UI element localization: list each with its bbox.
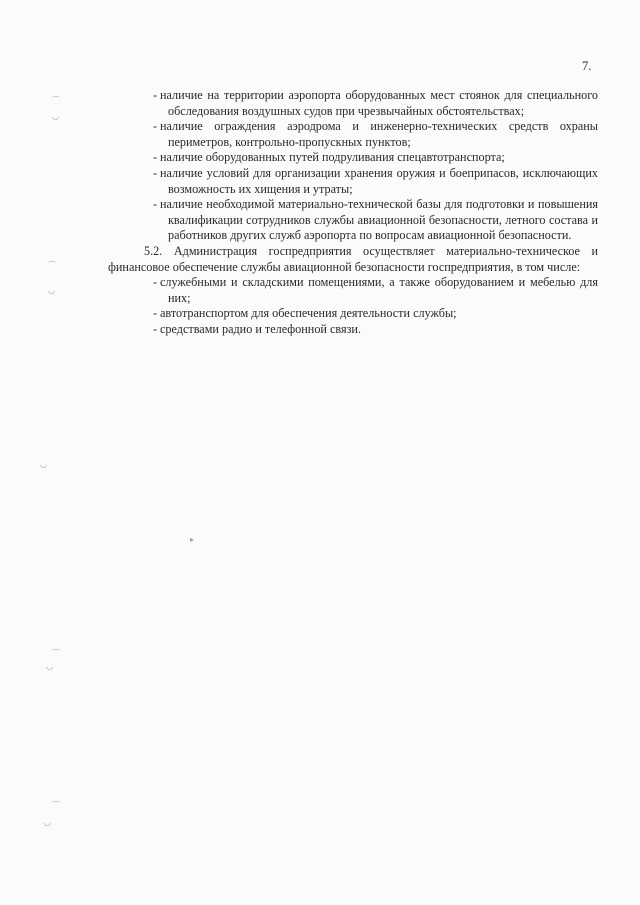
paragraph-5-2: 5.2. Администрация госпредприятия осуществляет материально-техническое и финансовое обеспечение службы авиационной безопасности госпредприятия, в том числе: [108,243,598,274]
punch-hole-mark: ◡ [44,818,51,827]
punch-hole-mark: ◡ [46,662,53,671]
list-item: - наличие условий для организации хранения оружия и боеприпасов, исключающих возможность их хищения и утраты; [153,165,598,196]
scan-speck: ▸ [190,535,195,544]
requirements-list [108,88,598,244]
list-item: - средствами радио и телефонной связи. [153,321,361,336]
list-item: - наличие ограждения аэродрома и инженерно-технических средств охраны периметров, контрольно-пропускных пунктов; [153,119,598,149]
punch-hole-mark: ◡ [52,112,59,121]
punch-hole-mark: ⌒ [52,96,60,105]
punch-hole-mark: ⌒ [48,261,56,270]
punch-hole-mark: ◡ [40,460,47,469]
punch-hole-mark: ⌒ [52,649,60,658]
list-item: - наличие необходимой материально-технической базы для подготовки и повышения квалификации сотрудников службы авиационной безопасности, летного состава и работников других служб аэропорта по вопросам авиационной безопасности. [153,197,598,243]
list-item: - служебными и складскими помещениями, а также оборудованием и мебелью для них; [153,275,598,305]
list-item: - наличие на территории аэропорта оборудованных мест стоянок для специального обследования воздушных судов при чрезвычайных обстоятельствах; [153,88,598,118]
punch-hole-mark: ◡ [48,286,55,295]
list-item: - наличие оборудованных путей подруливания спецавтотранспорта; [153,150,505,165]
provision-list [108,275,598,337]
document-body [108,88,598,338]
punch-hole-mark: ⌒ [52,801,60,810]
page-number: 7. [582,59,592,73]
list-item: - автотранспортом для обеспечения деятельности службы; [153,306,457,321]
